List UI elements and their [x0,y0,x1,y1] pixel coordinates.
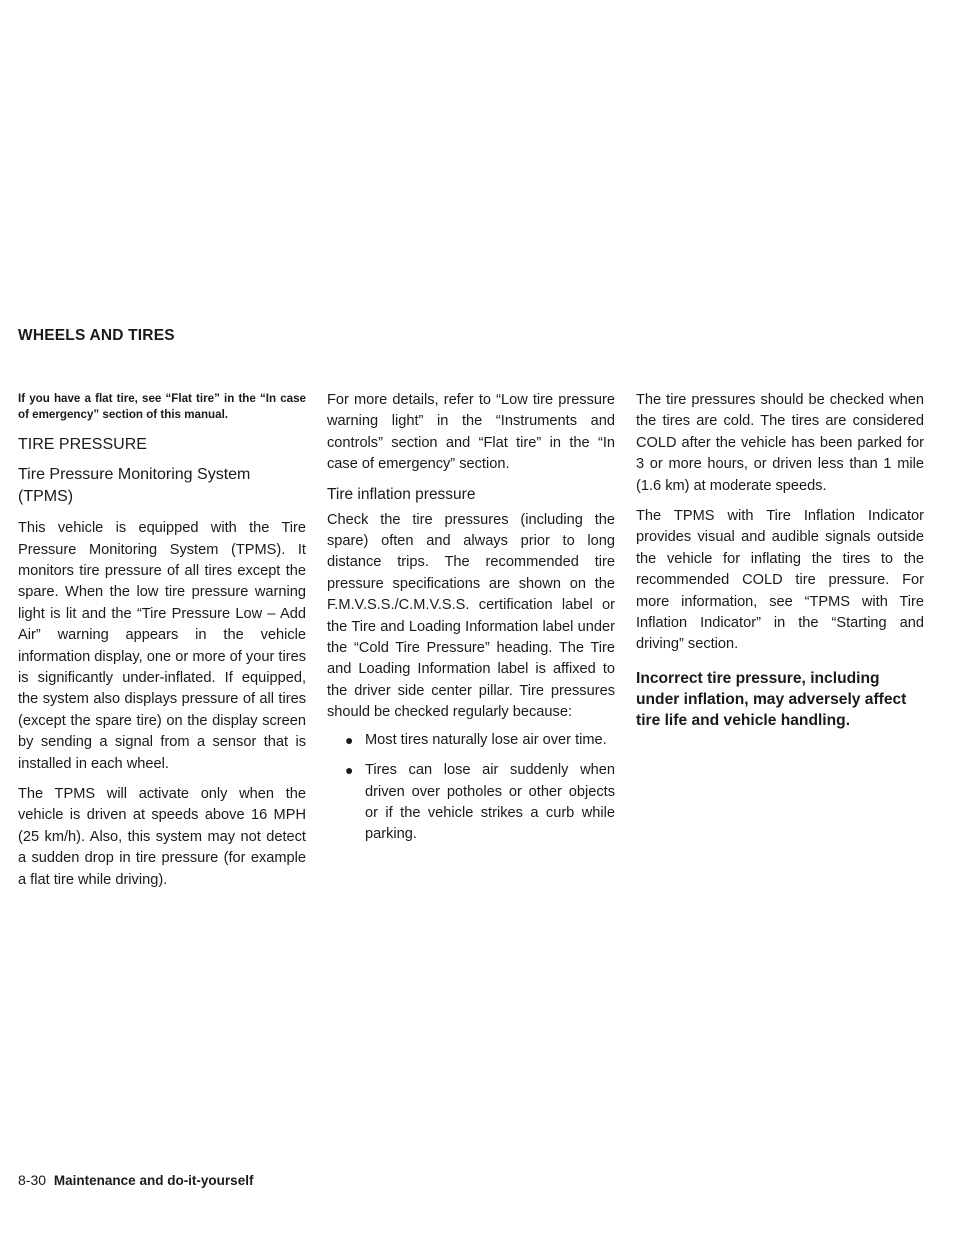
bullet-icon: ● [345,731,354,748]
inflation-paragraph: Check the tire pressures (including the spare) often and always prior to long distance trips. The recommended tire pressure specifications are shown on the F.M.V.S.S./C.M.V.S.S. certification label or the Tire and Loading Information label under the “Cold Tire Pressure” heading. The Tire and Loading Information label is affixed to the driver side center pillar. Tire pressures should be checked regularly because: [327,511,615,721]
column-3 [636,390,924,731]
tpms-paragraph-2: The TPMS will activate only when the vehicle is driven at speeds above 16 MPH (25 km/h). Also, this system may not detect a sudden drop in tire pressure (for example a flat tire while driving). [18,786,306,888]
chapter-title: Maintenance and do-it-yourself [53,1173,254,1188]
heading-tpms: Tire Pressure Monitoring System (TPMS) [18,466,251,506]
cold-tires-paragraph: The tire pressures should be checked when the tires are cold. The tires are considered COLD after the vehicle has been parked for 3 or more hours, or driven less than 1 mile (1.6 km) at moderate speeds. [636,392,924,494]
warning-text: Incorrect tire pressure, including under inflation, may adversely affect tire life and vehicle handling. [636,669,907,729]
list-item [327,730,615,751]
column-1 [18,392,306,891]
heading-tire-pressure: TIRE PRESSURE [18,436,147,454]
page-footer [18,1172,253,1188]
section-header: WHEELS AND TIRES [18,327,175,344]
column-2 [327,390,615,846]
list-item-text: Tires can lose air suddenly when driven over potholes or other objects or if the vehicle strikes a curb while parking. [365,762,615,843]
list-item [327,760,615,846]
tpms-indicator-paragraph: The TPMS with Tire Inflation Indicator provides visual and audible signals outside the vehicle for inflating the tires to the recommended COLD tire pressure. For more information, see “TPMS with Tire Inflation Indicator” in the “Starting and driving” section. [636,508,924,653]
page-number: 8-30 [18,1172,47,1188]
bullet-icon: ● [345,762,354,779]
heading-tire-inflation: Tire inflation pressure [327,485,476,503]
list-item-text: Most tires naturally lose air over time. [365,731,607,748]
flat-tire-note: If you have a flat tire, see “Flat tire” in the “In case of emergency” section of this manual. [18,392,306,421]
reasons-list [327,730,615,846]
details-paragraph: For more details, refer to “Low tire pressure warning light” in the “Instruments and controls” section and “Flat tire” in the “In case of emergency” section. [327,392,615,473]
tpms-paragraph-1: This vehicle is equipped with the Tire Pressure Monitoring System (TPMS). It monitors tire pressure of all tires except the spare. When the low tire pressure warning light is lit and the “Tire Pressure Low – Add Air” warning appears in the vehicle information display, one or more of your tires is significantly under-inflated. If equipped, the system also displays pressure of all tires (except the spare tire) on the display screen by sending a signal from a sensor that is installed in each wheel. [18,520,306,772]
